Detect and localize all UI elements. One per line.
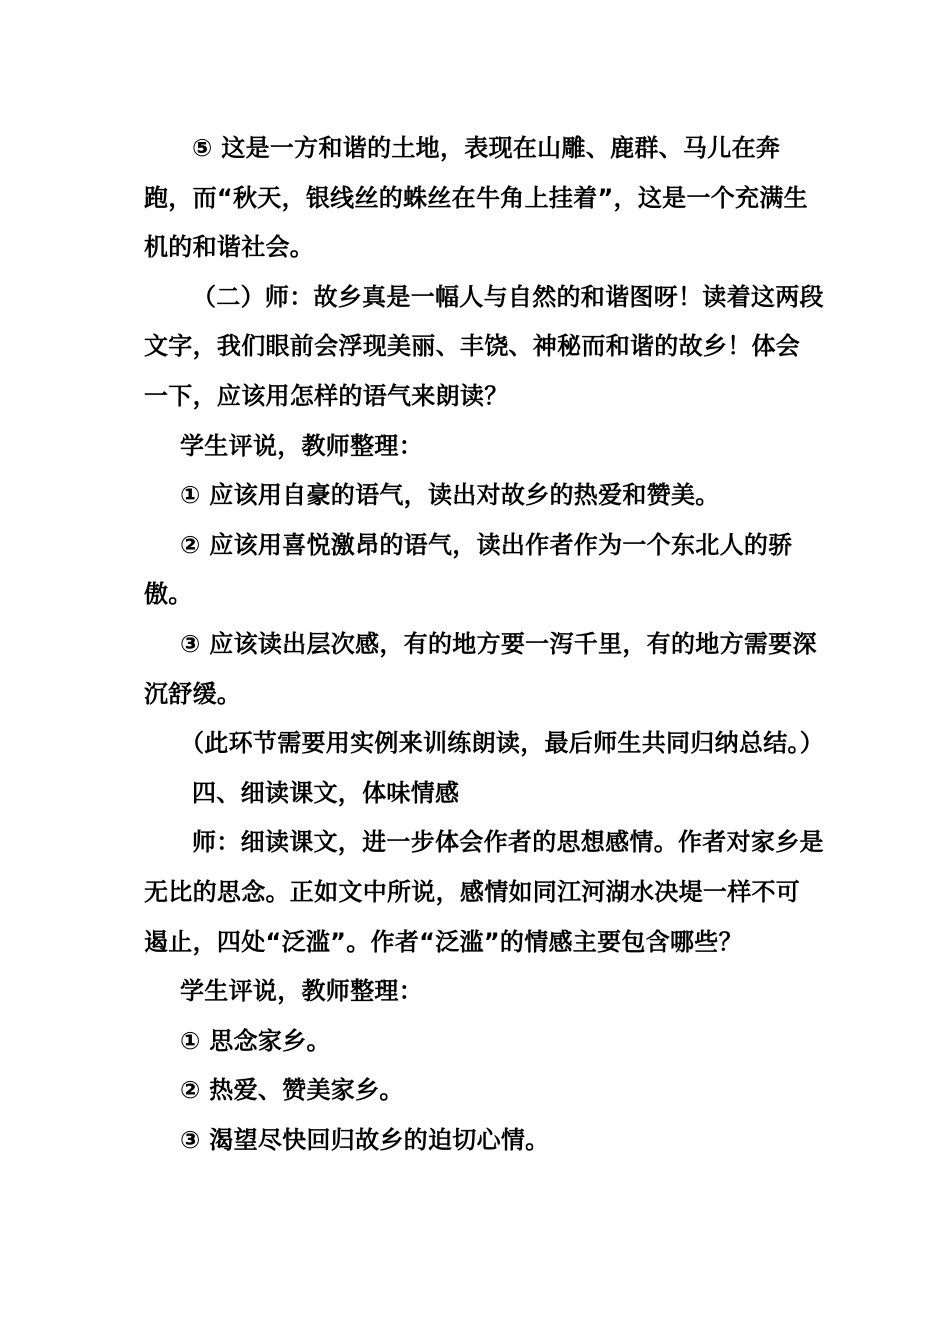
- paragraph-student-comment-1: 学生评说，教师整理：: [180, 431, 423, 460]
- paragraph-harmonious-land: ⑤ 这是一方和谐的土地，表现在山雕、鹿群、马儿在奔跑，而“秋天，银线丝的蛛丝在牛角上挂着”，这是一个充满生机的和谐社会。: [144, 134, 808, 262]
- list-item-answer-1: ① 应该用自豪的语气，读出对故乡的热爱和赞美。: [180, 481, 720, 510]
- list-item-answer-3: ③ 应该读出层次感，有的地方要一泻千里，有的地方需要深沉舒缓。: [144, 629, 817, 708]
- document-body: [144, 124, 824, 1165]
- list-item-emotion-3: ③ 渴望尽快回归故乡的迫切心情。: [180, 1125, 550, 1154]
- list-item-emotion-1: ① 思念家乡。: [180, 1026, 331, 1055]
- paragraph-note: （此环节需要用实例来训练朗读，最后师生共同归纳总结。）: [180, 729, 825, 758]
- paragraph-teacher-close-reading: 师：细读课文，进一步体会作者的思想感情。作者对家乡是无比的思念。正如文中所说，感情如同江河湖水决堤一样不可遏止，四处“泛滥”。作者“泛滥”的情感主要包含哪些？: [144, 828, 824, 956]
- paragraph-teacher-question-tone: （二）师：故乡真是一幅人与自然的和谐图呀！读着这两段文字，我们眼前会浮现美丽、丰饶、神秘而和谐的故乡！体会一下，应该用怎样的语气来朗读？: [144, 282, 824, 410]
- list-item-answer-2: ② 应该用喜悦激昂的语气，读出作者作为一个东北人的骄傲。: [144, 530, 793, 609]
- paragraph-student-comment-2: 学生评说，教师整理：: [180, 977, 423, 1006]
- section-heading-four: 四、细读课文，体味情感: [192, 778, 460, 807]
- list-item-emotion-2: ② 热爱、赞美家乡。: [180, 1076, 404, 1105]
